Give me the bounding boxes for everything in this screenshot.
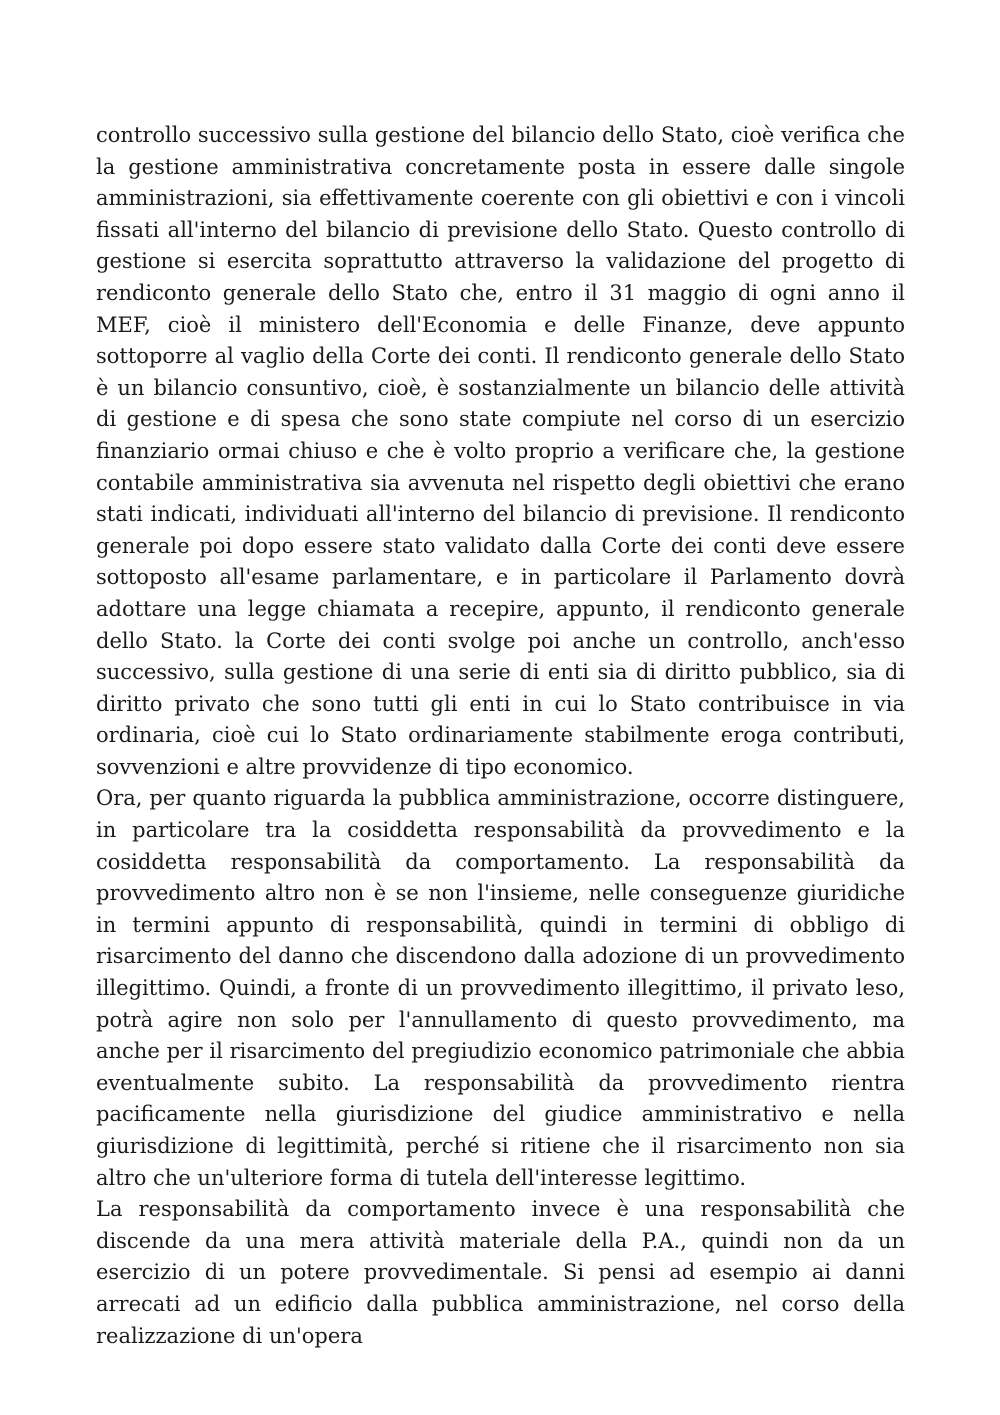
paragraph-2: Ora, per quanto riguarda la pubblica amministrazione, occorre distinguere, in particolare tra la cosiddetta responsabilità da provvedimento e la cosiddetta responsabilità da comportamento. La responsabilità da provvedimento altro non è se non l'insieme, nelle conseguenze giuridiche in termini appunto di responsabilità, quindi in termini di obbligo di risarcimento del danno che discendono dalla adozione di un provvedimento illegittimo. Quindi, a fronte di un provvedimento illegittimo, il privato leso, potrà agire non solo per l'annullamento di questo provvedimento, ma anche per il risarcimento del pregiudizio economico patrimoniale che abbia eventualmente subito. La responsabilità da provvedimento rientra pacificamente nella giurisdizione del giudice amministrativo e nella giurisdizione di legittimità, perché si ritiene che il risarcimento non sia altro che un'ulteriore forma di tutela dell'interesse legittimo. [96, 786, 905, 1190]
paragraph-3: La responsabilità da comportamento invece è una responsabilità che discende da una mera attività materiale della P.A., quindi non da un esercizio di un potere provvedimentale. Si pensi ad esempio ai danni arrecati ad un edificio dalla pubblica amministrazione, nel corso della realizzazione di un'opera [96, 1197, 905, 1348]
paragraph-1: controllo successivo sulla gestione del bilancio dello Stato, cioè verifica che la gestione amministrativa concretamente posta in essere dalle singole amministrazioni, sia effettivamente coerente con gli obiettivi e con i vincoli fissati all'interno del bilancio di previsione dello Stato. Questo controllo di gestione si esercita soprattutto attraverso la validazione del progetto di rendiconto generale dello Stato che, entro il 31 maggio di ogni anno il MEF, cioè il ministero dell'Economia e delle Finanze, deve appunto sottoporre al vaglio della Corte dei conti. Il rendiconto generale dello Stato è un bilancio consuntivo, cioè, è sostanzialmente un bilancio delle attività di gestione e di spesa che sono state compiute nel corso di un esercizio finanziario ormai chiuso e che è volto proprio a verificare che, la gestione contabile amministrativa sia avvenuta nel rispetto degli obiettivi che erano stati indicati, individuati all'interno del bilancio di previsione. Il rendiconto generale poi dopo essere stato validato dalla Corte dei conti deve essere sottoposto all'esame parlamentare, e in particolare il Parlamento dovrà adottare una legge chiamata a recepire, appunto, il rendiconto generale dello Stato. la Corte dei conti svolge poi anche un controllo, anch'esso successivo, sulla gestione di una serie di enti sia di diritto pubblico, sia di diritto privato che sono tutti gli enti in cui lo Stato contribuisce in via ordinaria, cioè cui lo Stato ordinariamente stabilmente eroga contributi, sovvenzioni e altre provvidenze di tipo economico. [96, 123, 905, 779]
document-page [96, 120, 905, 1352]
